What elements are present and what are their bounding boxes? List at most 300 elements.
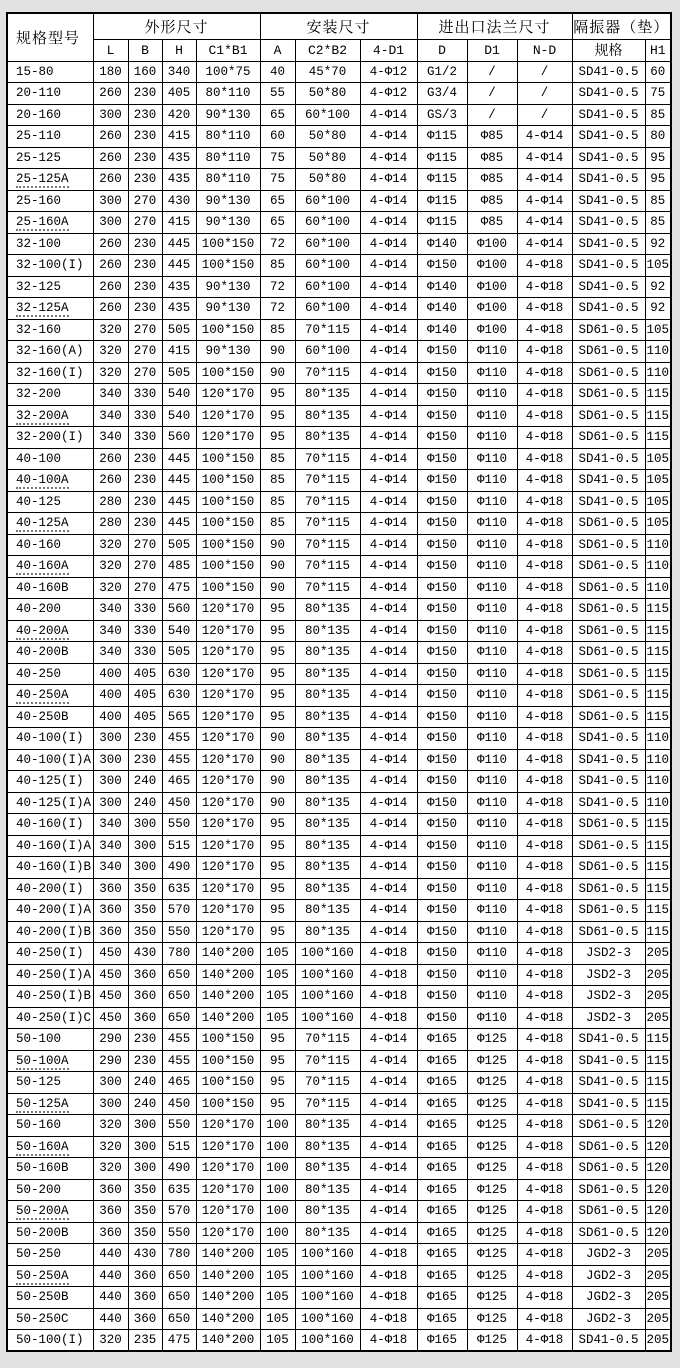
subheader-H: H bbox=[162, 39, 196, 61]
value-cell: 260 bbox=[93, 470, 128, 492]
value-cell: Φ165 bbox=[417, 1222, 467, 1244]
value-cell: 205 bbox=[645, 1308, 671, 1330]
value-cell: 360 bbox=[128, 1308, 162, 1330]
value-cell: 435 bbox=[162, 276, 196, 298]
value-cell: Φ110 bbox=[467, 728, 517, 750]
value-cell: 105 bbox=[645, 491, 671, 513]
value-cell: 360 bbox=[128, 986, 162, 1008]
value-cell: 4-Φ18 bbox=[360, 964, 417, 986]
value-cell: 120*170 bbox=[196, 900, 260, 922]
value-cell: Φ125 bbox=[467, 1050, 517, 1072]
value-cell: Φ110 bbox=[467, 964, 517, 986]
value-cell: Φ150 bbox=[417, 556, 467, 578]
value-cell: 4-Φ18 bbox=[517, 427, 572, 449]
value-cell: 80*135 bbox=[295, 427, 360, 449]
value-cell: Φ110 bbox=[467, 749, 517, 771]
model-label: 40-100A bbox=[16, 473, 69, 488]
value-cell: Φ110 bbox=[467, 792, 517, 814]
table-row bbox=[7, 233, 671, 255]
value-cell: Φ125 bbox=[467, 1287, 517, 1309]
value-cell: 230 bbox=[128, 298, 162, 320]
value-cell: JGD2-3 bbox=[572, 1287, 645, 1309]
value-cell: Φ100 bbox=[467, 319, 517, 341]
table-row bbox=[7, 362, 671, 384]
model-cell bbox=[7, 599, 93, 621]
value-cell: SD41-0.5 bbox=[572, 61, 645, 83]
value-cell: 280 bbox=[93, 491, 128, 513]
value-cell: 505 bbox=[162, 642, 196, 664]
value-cell: 205 bbox=[645, 943, 671, 965]
model-label: 40-100(I)A bbox=[16, 752, 92, 767]
value-cell: 80*135 bbox=[295, 384, 360, 406]
value-cell: 4-Φ14 bbox=[360, 599, 417, 621]
value-cell: 205 bbox=[645, 964, 671, 986]
value-cell: 95 bbox=[260, 878, 295, 900]
model-label: 50-125 bbox=[16, 1075, 62, 1090]
value-cell: 85 bbox=[260, 513, 295, 535]
value-cell: 80*135 bbox=[295, 878, 360, 900]
value-cell: 70*115 bbox=[295, 1050, 360, 1072]
value-cell: 105 bbox=[260, 964, 295, 986]
value-cell: SD41-0.5 bbox=[572, 233, 645, 255]
value-cell: 320 bbox=[93, 1158, 128, 1180]
table-row bbox=[7, 556, 671, 578]
value-cell: 360 bbox=[128, 1265, 162, 1287]
value-cell: 4-Φ14 bbox=[360, 1201, 417, 1223]
value-cell: 630 bbox=[162, 685, 196, 707]
value-cell: JSD2-3 bbox=[572, 964, 645, 986]
value-cell: 320 bbox=[93, 534, 128, 556]
value-cell: 340 bbox=[162, 61, 196, 83]
value-cell: Φ125 bbox=[467, 1265, 517, 1287]
value-cell: 4-Φ14 bbox=[360, 362, 417, 384]
value-cell: 450 bbox=[93, 964, 128, 986]
value-cell: 440 bbox=[93, 1244, 128, 1266]
value-cell: 4-Φ18 bbox=[517, 1222, 572, 1244]
model-cell bbox=[7, 1330, 93, 1352]
value-cell: 95 bbox=[260, 1029, 295, 1051]
value-cell: 300 bbox=[128, 1136, 162, 1158]
value-cell: 360 bbox=[128, 1287, 162, 1309]
value-cell: 4-Φ14 bbox=[360, 513, 417, 535]
value-cell: 415 bbox=[162, 341, 196, 363]
model-label: 32-125 bbox=[16, 279, 62, 294]
value-cell: Φ110 bbox=[467, 534, 517, 556]
value-cell: 320 bbox=[93, 577, 128, 599]
value-cell: 400 bbox=[93, 685, 128, 707]
value-cell: 4-Φ18 bbox=[360, 943, 417, 965]
value-cell: 80*135 bbox=[295, 599, 360, 621]
model-cell bbox=[7, 104, 93, 126]
value-cell: 4-Φ18 bbox=[360, 1330, 417, 1352]
model-cell bbox=[7, 749, 93, 771]
model-cell bbox=[7, 1287, 93, 1309]
value-cell: SD41-0.5 bbox=[572, 104, 645, 126]
value-cell: 80*135 bbox=[295, 663, 360, 685]
value-cell: 100*150 bbox=[196, 1072, 260, 1094]
model-cell bbox=[7, 147, 93, 169]
value-cell: 105 bbox=[260, 1265, 295, 1287]
value-cell: 85 bbox=[645, 190, 671, 212]
value-cell: 320 bbox=[93, 1115, 128, 1137]
subheader-N-D: N-D bbox=[517, 39, 572, 61]
subheader-H1: H1 bbox=[645, 39, 671, 61]
value-cell: SD61-0.5 bbox=[572, 319, 645, 341]
value-cell: 4-Φ14 bbox=[360, 126, 417, 148]
value-cell: 360 bbox=[128, 1007, 162, 1029]
value-cell: 100*150 bbox=[196, 1029, 260, 1051]
value-cell: 515 bbox=[162, 1136, 196, 1158]
value-cell: Φ85 bbox=[467, 126, 517, 148]
value-cell: SD41-0.5 bbox=[572, 448, 645, 470]
model-cell bbox=[7, 1308, 93, 1330]
value-cell: 60*100 bbox=[295, 212, 360, 234]
value-cell: Φ100 bbox=[467, 233, 517, 255]
value-cell: 4-Φ18 bbox=[517, 1136, 572, 1158]
value-cell: 65 bbox=[260, 104, 295, 126]
value-cell: 100*150 bbox=[196, 362, 260, 384]
value-cell: Φ140 bbox=[417, 233, 467, 255]
pump-spec-table bbox=[6, 12, 672, 1352]
model-label: 32-100 bbox=[16, 236, 62, 251]
value-cell: SD61-0.5 bbox=[572, 599, 645, 621]
model-label: 25-125A bbox=[16, 172, 69, 187]
value-cell: Φ150 bbox=[417, 900, 467, 922]
table-row bbox=[7, 1244, 671, 1266]
value-cell: SD61-0.5 bbox=[572, 556, 645, 578]
value-cell: 570 bbox=[162, 900, 196, 922]
value-cell: 4-Φ18 bbox=[517, 448, 572, 470]
value-cell: Φ150 bbox=[417, 943, 467, 965]
value-cell: Φ110 bbox=[467, 341, 517, 363]
value-cell: 260 bbox=[93, 83, 128, 105]
value-cell: 70*115 bbox=[295, 534, 360, 556]
value-cell: 120*170 bbox=[196, 1222, 260, 1244]
model-cell bbox=[7, 1201, 93, 1223]
value-cell: Φ125 bbox=[467, 1308, 517, 1330]
value-cell: Φ165 bbox=[417, 1265, 467, 1287]
value-cell: 780 bbox=[162, 1244, 196, 1266]
value-cell: 70*115 bbox=[295, 1093, 360, 1115]
value-cell: 100*160 bbox=[295, 1265, 360, 1287]
value-cell: 120*170 bbox=[196, 1115, 260, 1137]
value-cell: SD41-0.5 bbox=[572, 169, 645, 191]
value-cell: Φ125 bbox=[467, 1072, 517, 1094]
value-cell: 360 bbox=[93, 921, 128, 943]
value-cell: 360 bbox=[93, 1201, 128, 1223]
value-cell: 550 bbox=[162, 921, 196, 943]
model-cell bbox=[7, 814, 93, 836]
value-cell: SD41-0.5 bbox=[572, 470, 645, 492]
value-cell: 115 bbox=[645, 857, 671, 879]
value-cell: Φ150 bbox=[417, 706, 467, 728]
value-cell: SD41-0.5 bbox=[572, 1330, 645, 1352]
value-cell: 90 bbox=[260, 534, 295, 556]
value-cell: Φ150 bbox=[417, 1007, 467, 1029]
model-label: 40-200A bbox=[16, 623, 69, 638]
value-cell: 80*135 bbox=[295, 1222, 360, 1244]
value-cell: SD41-0.5 bbox=[572, 83, 645, 105]
value-cell: 95 bbox=[260, 857, 295, 879]
value-cell: 445 bbox=[162, 233, 196, 255]
value-cell: 350 bbox=[128, 1201, 162, 1223]
value-cell: SD61-0.5 bbox=[572, 685, 645, 707]
value-cell: 4-Φ18 bbox=[517, 685, 572, 707]
value-cell: 105 bbox=[260, 1287, 295, 1309]
value-cell: 240 bbox=[128, 1093, 162, 1115]
value-cell: Φ110 bbox=[467, 857, 517, 879]
value-cell: 340 bbox=[93, 405, 128, 427]
value-cell: 70*115 bbox=[295, 577, 360, 599]
value-cell: 4-Φ14 bbox=[360, 728, 417, 750]
value-cell: 560 bbox=[162, 599, 196, 621]
value-cell: SD61-0.5 bbox=[572, 534, 645, 556]
value-cell: 80*110 bbox=[196, 126, 260, 148]
value-cell: 350 bbox=[128, 1222, 162, 1244]
model-cell bbox=[7, 1136, 93, 1158]
value-cell: 75 bbox=[260, 169, 295, 191]
value-cell: 70*115 bbox=[295, 1029, 360, 1051]
model-label: 50-100A bbox=[16, 1053, 69, 1068]
value-cell: 72 bbox=[260, 276, 295, 298]
value-cell: SD61-0.5 bbox=[572, 1136, 645, 1158]
value-cell: Φ110 bbox=[467, 513, 517, 535]
table-row bbox=[7, 1158, 671, 1180]
model-label: 25-110 bbox=[16, 129, 62, 144]
model-cell bbox=[7, 276, 93, 298]
value-cell: 110 bbox=[645, 362, 671, 384]
model-label: 32-200(I) bbox=[16, 430, 84, 445]
value-cell: 72 bbox=[260, 233, 295, 255]
table-row bbox=[7, 1287, 671, 1309]
value-cell: 80*135 bbox=[295, 792, 360, 814]
table-row bbox=[7, 1072, 671, 1094]
model-cell bbox=[7, 577, 93, 599]
value-cell: 230 bbox=[128, 276, 162, 298]
value-cell: 60 bbox=[645, 61, 671, 83]
value-cell: 45*70 bbox=[295, 61, 360, 83]
table-row bbox=[7, 405, 671, 427]
value-cell: 300 bbox=[128, 1115, 162, 1137]
value-cell: 180 bbox=[93, 61, 128, 83]
value-cell: 120*170 bbox=[196, 835, 260, 857]
value-cell: 60*100 bbox=[295, 298, 360, 320]
value-cell: 205 bbox=[645, 1265, 671, 1287]
value-cell: 540 bbox=[162, 620, 196, 642]
model-cell bbox=[7, 341, 93, 363]
value-cell: 455 bbox=[162, 728, 196, 750]
value-cell: 80*135 bbox=[295, 857, 360, 879]
value-cell: 4-Φ18 bbox=[517, 1158, 572, 1180]
model-label: 50-160 bbox=[16, 1118, 62, 1133]
value-cell: / bbox=[517, 104, 572, 126]
value-cell: Φ110 bbox=[467, 427, 517, 449]
subheader-C2xB2: C2*B2 bbox=[295, 39, 360, 61]
value-cell: 105 bbox=[645, 319, 671, 341]
value-cell: Φ110 bbox=[467, 599, 517, 621]
value-cell: 4-Φ14 bbox=[360, 319, 417, 341]
value-cell: / bbox=[517, 61, 572, 83]
model-cell bbox=[7, 319, 93, 341]
table-row bbox=[7, 448, 671, 470]
value-cell: 260 bbox=[93, 126, 128, 148]
value-cell: Φ150 bbox=[417, 986, 467, 1008]
value-cell: Φ110 bbox=[467, 384, 517, 406]
value-cell: 90*130 bbox=[196, 276, 260, 298]
value-cell: Φ110 bbox=[467, 814, 517, 836]
value-cell: 120 bbox=[645, 1158, 671, 1180]
value-cell: Φ165 bbox=[417, 1244, 467, 1266]
value-cell: Φ150 bbox=[417, 362, 467, 384]
value-cell: 95 bbox=[260, 835, 295, 857]
value-cell: 90 bbox=[260, 728, 295, 750]
value-cell: 455 bbox=[162, 1029, 196, 1051]
value-cell: 4-Φ18 bbox=[360, 1007, 417, 1029]
value-cell: 330 bbox=[128, 427, 162, 449]
value-cell: 4-Φ14 bbox=[360, 169, 417, 191]
value-cell: 100 bbox=[260, 1222, 295, 1244]
value-cell: Φ165 bbox=[417, 1029, 467, 1051]
value-cell: / bbox=[467, 83, 517, 105]
value-cell: 4-Φ18 bbox=[517, 1265, 572, 1287]
value-cell: Φ165 bbox=[417, 1287, 467, 1309]
value-cell: 4-Φ14 bbox=[360, 448, 417, 470]
value-cell: Φ165 bbox=[417, 1158, 467, 1180]
value-cell: 4-Φ18 bbox=[360, 1287, 417, 1309]
value-cell: 65 bbox=[260, 190, 295, 212]
value-cell: 630 bbox=[162, 663, 196, 685]
table-row bbox=[7, 384, 671, 406]
value-cell: 4-Φ18 bbox=[517, 943, 572, 965]
value-cell: / bbox=[467, 61, 517, 83]
model-cell bbox=[7, 857, 93, 879]
model-label: 50-200 bbox=[16, 1182, 62, 1197]
value-cell: Φ150 bbox=[417, 620, 467, 642]
value-cell: 100 bbox=[260, 1158, 295, 1180]
table-row bbox=[7, 706, 671, 728]
value-cell: 120*170 bbox=[196, 921, 260, 943]
value-cell: 4-Φ18 bbox=[517, 1115, 572, 1137]
value-cell: 465 bbox=[162, 771, 196, 793]
value-cell: SD61-0.5 bbox=[572, 706, 645, 728]
value-cell: SD61-0.5 bbox=[572, 878, 645, 900]
model-label: 40-250(I) bbox=[16, 946, 84, 961]
value-cell: 635 bbox=[162, 1179, 196, 1201]
value-cell: 205 bbox=[645, 1007, 671, 1029]
value-cell: 100 bbox=[260, 1179, 295, 1201]
model-cell bbox=[7, 771, 93, 793]
table-row bbox=[7, 814, 671, 836]
value-cell: 300 bbox=[93, 1072, 128, 1094]
table-row bbox=[7, 1136, 671, 1158]
value-cell: 270 bbox=[128, 190, 162, 212]
value-cell: JGD2-3 bbox=[572, 1265, 645, 1287]
value-cell: 60 bbox=[260, 126, 295, 148]
value-cell: 110 bbox=[645, 534, 671, 556]
value-cell: Φ100 bbox=[467, 298, 517, 320]
model-cell bbox=[7, 620, 93, 642]
table-row bbox=[7, 577, 671, 599]
value-cell: Φ110 bbox=[467, 405, 517, 427]
value-cell: 230 bbox=[128, 126, 162, 148]
value-cell: 90 bbox=[260, 341, 295, 363]
value-cell: 4-Φ14 bbox=[360, 147, 417, 169]
value-cell: Φ110 bbox=[467, 1007, 517, 1029]
value-cell: 230 bbox=[128, 169, 162, 191]
value-cell: SD61-0.5 bbox=[572, 921, 645, 943]
value-cell: Φ100 bbox=[467, 276, 517, 298]
value-cell: SD41-0.5 bbox=[572, 771, 645, 793]
model-label: 20-160 bbox=[16, 107, 62, 122]
value-cell: 105 bbox=[260, 1308, 295, 1330]
table-row bbox=[7, 190, 671, 212]
value-cell: Φ150 bbox=[417, 728, 467, 750]
value-cell: 4-Φ14 bbox=[360, 706, 417, 728]
value-cell: 300 bbox=[93, 1093, 128, 1115]
model-label: 32-100(I) bbox=[16, 258, 84, 273]
model-cell bbox=[7, 61, 93, 83]
value-cell: 4-Φ14 bbox=[517, 190, 572, 212]
model-cell bbox=[7, 964, 93, 986]
value-cell: 70*115 bbox=[295, 491, 360, 513]
value-cell: 100 bbox=[260, 1136, 295, 1158]
value-cell: 445 bbox=[162, 513, 196, 535]
value-cell: 50*80 bbox=[295, 169, 360, 191]
value-cell: 100*160 bbox=[295, 943, 360, 965]
model-label: 50-160B bbox=[16, 1161, 69, 1176]
value-cell: 110 bbox=[645, 577, 671, 599]
value-cell: 50*80 bbox=[295, 147, 360, 169]
value-cell: 260 bbox=[93, 448, 128, 470]
value-cell: 120*170 bbox=[196, 728, 260, 750]
table-row bbox=[7, 1308, 671, 1330]
value-cell: 235 bbox=[128, 1330, 162, 1352]
model-cell bbox=[7, 190, 93, 212]
value-cell: JGD2-3 bbox=[572, 1244, 645, 1266]
value-cell: SD61-0.5 bbox=[572, 1222, 645, 1244]
value-cell: 360 bbox=[93, 1222, 128, 1244]
value-cell: 4-Φ14 bbox=[360, 212, 417, 234]
table-row bbox=[7, 943, 671, 965]
value-cell: Φ115 bbox=[417, 212, 467, 234]
value-cell: 300 bbox=[93, 104, 128, 126]
value-cell: 70*115 bbox=[295, 362, 360, 384]
value-cell: 4-Φ18 bbox=[517, 319, 572, 341]
value-cell: 95 bbox=[260, 921, 295, 943]
value-cell: Φ150 bbox=[417, 255, 467, 277]
value-cell: Φ150 bbox=[417, 491, 467, 513]
value-cell: Φ110 bbox=[467, 642, 517, 664]
value-cell: 4-Φ14 bbox=[360, 642, 417, 664]
value-cell: 270 bbox=[128, 362, 162, 384]
value-cell: Φ150 bbox=[417, 835, 467, 857]
value-cell: 100*160 bbox=[295, 1308, 360, 1330]
value-cell: 4-Φ14 bbox=[360, 900, 417, 922]
value-cell: Φ150 bbox=[417, 771, 467, 793]
value-cell: SD61-0.5 bbox=[572, 1201, 645, 1223]
value-cell: Φ150 bbox=[417, 878, 467, 900]
model-cell bbox=[7, 1093, 93, 1115]
value-cell: 140*200 bbox=[196, 943, 260, 965]
value-cell: 430 bbox=[128, 1244, 162, 1266]
header-group-flange-dimensions: 进出口法兰尺寸 bbox=[417, 13, 572, 39]
value-cell: Φ85 bbox=[467, 212, 517, 234]
value-cell: 95 bbox=[260, 814, 295, 836]
model-label: 50-200A bbox=[16, 1204, 69, 1219]
value-cell: 100*150 bbox=[196, 319, 260, 341]
value-cell: GS/3 bbox=[417, 104, 467, 126]
value-cell: 420 bbox=[162, 104, 196, 126]
